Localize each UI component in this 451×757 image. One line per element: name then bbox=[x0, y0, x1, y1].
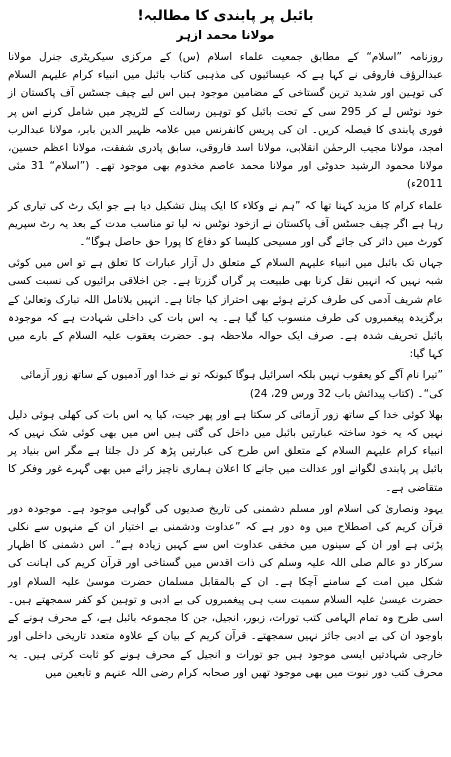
article-paragraph: جہاں تک بائبل میں انبیاء علیہم السلام کے متعلق دل آزار عبارات کا تعلق ہے تو اس میں کوئی شبہ نہیں کہ انہیں نقل کرنا بھی طبیعت پر گراں گزرتا ہے۔ جن اخلاقی برائیوں کی نسبت کسی عام شریف آدمی کی طرف کرتے ہوئے بھی احتراز کیا جاتا ہے۔ انہیں بلاتامل اللہ تبارک وتعالیٰ کے برگزیدہ پیغمبروں کی طرف منسوب کیا گیا ہے۔ یہ اس بات کی داخلی شہادت ہے کہ موجودہ بائبل تحریف شدہ ہے۔ صرف ایک حوالہ ملاحظہ ہو۔ حضرت یعقوب علیہ السلام کے بارے میں کہا گیا: bbox=[8, 257, 443, 361]
article-paragraph: روزنامہ ”اسلام“ کے مطابق جمعیت علماء اسلام (س) کے مرکزی سیکریٹری جنرل مولانا عبدالرؤف فاروقی نے کہا ہے کہ عیسائیوں کی مذہبی کتاب بائبل میں انبیاء کرام علیہم السلام کی توہین اور شدید ترین گستاخی کے مضامین موجود ہیں اس لیے چیف جسٹس آف پاکستان از خود نوٹس لے کر 295 سی کے تحت بائبل کو توہین رسالت کے لٹریچر میں شامل کرنے اس پر فوری پابندی کا فیصلہ کریں۔ ان کی پریس کانفرنس میں علامہ ظہیر الدین بابر، مولانا عبدالرب امجد، مولانا مجیب الرحمٰن انقلابی، مولانا اسد فاروقی، سابق پادری شفقت، مولانا اعظم حسین، مولانا محمود الرشید حدوٹی اور مولانا محمد عاصم مخدوم بھی موجود تھے۔ (”اسلام“ 31 مئی 2011ء) bbox=[8, 51, 443, 191]
article-title: بائبل پر پابندی کا مطالبہ! bbox=[137, 8, 314, 24]
article-paragraph: علماء کرام کا مزید کہنا تھا کہ ”ہم نے وکلاء کا ایک پینل تشکیل دیا ہے جو ایک رٹ کی تیاری کر رہا ہے اگر چیف جسٹس آف پاکستان نے ازخود نوٹس نہ لیا تو مناسب مدت کے بعد یہ رٹ سپریم کورٹ میں دائر کی جائے گی اور مسیحی کلیسا کو دفاع کا پورا حق حاصل ہوگا“۔ bbox=[8, 199, 443, 249]
article-paragraph: بھلا کوئی خدا کے ساتھ زور آزمائی کر سکتا ہے اور پھر جیت، کیا یہ اس بات کی کھلی ہوئی دلیل نہیں کہ یہ خود ساختہ عبارتیں بائبل میں داخل کی گئی ہیں اس میں بھی کوئی شک نہیں کہ انبیاء کرام علیہم السلام کے متعلق اس طرح کی عبارتیں پڑھ کر دل جلتا ہے مگر اس بنیاد پر بائبل پر پابندی لگوانے اور عدالت میں جانے کا اعلان ہماری ناچیز رائے میں بھی گہرے غور وفکر کا متقاضی ہے۔ bbox=[8, 408, 443, 494]
article-author: مولانا محمد ازہر bbox=[176, 28, 275, 42]
article-paragraph: یہود ونصاریٰ کی اسلام اور مسلم دشمنی کی تاریخ صدیوں کی گواہی موجود ہے۔ موجودہ دور قرآن کریم کی اصطلاح میں وہ دور ہے کہ ”عداوت ودشمنی بے اختیار ان کے منہوں سے نکلی پڑتی ہے اور ان کے سینوں میں مخفی عداوت اس سے کہیں زیادہ ہے“۔ اس دشمنی کا اظہار سرکار دو عالم صلی اللہ علیہ وسلم کی ذات اقدس میں گستاخی اور قرآن کریم کی اہانت کی شکل میں امت کے سامنے آچکا ہے۔ ان کے بالمقابل مسلمان حضرت موسیٰ علیہ السلام اور حضرت عیسیٰ علیہ السلام سمیت سب ہی پیغمبروں کی بے ادبی و توہین کو کفر سمجھتے ہیں۔ اسی طرح وہ تمام الہامی کتب تورات، زبور، انجیل، جن کا مجموعہ بائبل ہے، کے محرف ہونے کے باوجود ان کی بے ادبی جائز نہیں سمجھتے۔ قرآن کریم کے بیان کے علاوہ متعدد تاریخی داخلی اور خارجی شہادتیں ایسی موجود ہیں جو تورات و انجیل کے محرف ہونے کو ثابت کرتی ہیں۔ یہ محرف کتب دور نبوت میں بھی موجود تھیں اور صحابہ کرام رضی اللہ عنہم و تابعین میں bbox=[8, 502, 443, 679]
bible-quote: ”تیرا نام آگے کو یعقوب نہیں بلکہ اسرائیل ہوگا کیونکہ تو نے خدا اور آدمیوں کے ساتھ زور آزمائی کی“۔ (کتاب پیدائش باب 32 ورس 29، 24) bbox=[20, 369, 443, 400]
